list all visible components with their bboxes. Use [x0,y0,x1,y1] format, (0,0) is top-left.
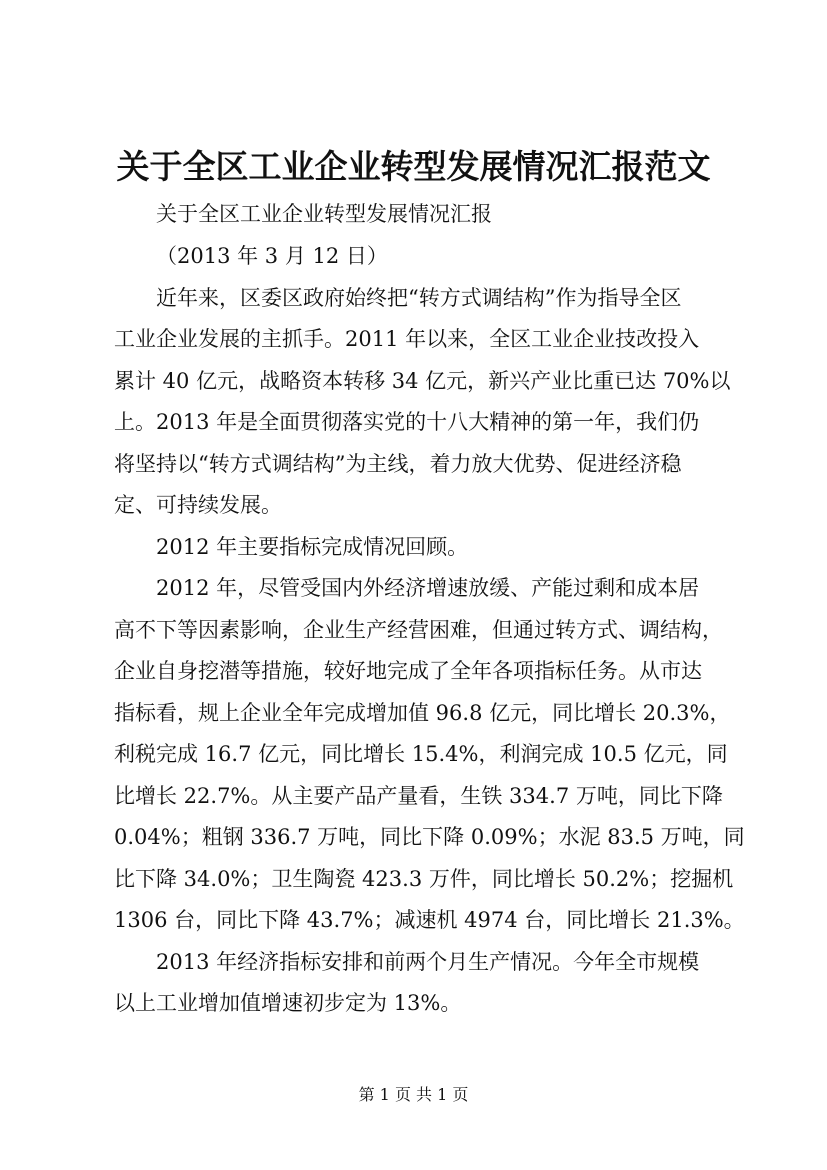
paragraph-line: 企业自身挖潜等措施，较好地完成了全年各项指标任务。从市达 [114,659,702,683]
paragraph-line: 比增长 22.7%。从主要产品产量看，生铁 334.7 万吨，同比下降 [114,784,723,808]
paragraph-line: 将坚持以“转方式调结构”为主线，着力放大优势、促进经济稳 [114,452,682,476]
page-footer: 第 1 页 共 1 页 [358,1085,469,1104]
paragraph-line: 2012 年，尽管受国内外经济增速放缓、产能过剩和成本居 [156,576,700,600]
paragraph-line: 以上工业增加值增速初步定为 13%。 [114,991,462,1015]
paragraph-line: 比下降 34.0%；卫生陶瓷 423.3 万件，同比增长 50.2%；挖掘机 [114,867,734,891]
document-title: 关于全区工业企业转型发展情况汇报范文 [116,147,711,186]
paragraph-line: 高不下等因素影响，企业生产经营困难，但通过转方式、调结构， [114,618,723,642]
paragraph-line: 近年来，区委区政府始终把“转方式调结构”作为指导全区 [156,286,682,310]
document-subtitle: 关于全区工业企业转型发展情况汇报 [156,202,492,226]
paragraph-line: 1306 台，同比下降 43.7%；减速机 4974 台，同比增长 21.3%。 [114,908,745,932]
paragraph-line: 利税完成 16.7 亿元，同比增长 15.4%，利润完成 10.5 亿元，同 [114,742,728,766]
paragraph-line: 累计 40 亿元，战略资本转移 34 亿元，新兴产业比重已达 70%以 [114,369,731,393]
paragraph-line: 2012 年主要指标完成情况回顾。 [156,535,469,559]
paragraph-line: 0.04%；粗钢 336.7 万吨，同比下降 0.09%；水泥 83.5 万吨，同 [114,825,745,849]
paragraph-line: 指标看，规上企业全年完成增加值 96.8 亿元，同比增长 20.3%， [114,701,731,725]
document-date: （2013 年 3 月 12 日） [156,244,388,268]
paragraph-line: 上。2013 年是全面贯彻落实党的十八大精神的第一年，我们仍 [114,410,700,434]
paragraph-line: 定、可持续发展。 [114,493,282,517]
paragraph-line: 2013 年经济指标安排和前两个月生产情况。今年全市规模 [156,950,700,974]
paragraph-line: 工业企业发展的主抓手。2011 年以来，全区工业企业技改投入 [114,327,700,351]
